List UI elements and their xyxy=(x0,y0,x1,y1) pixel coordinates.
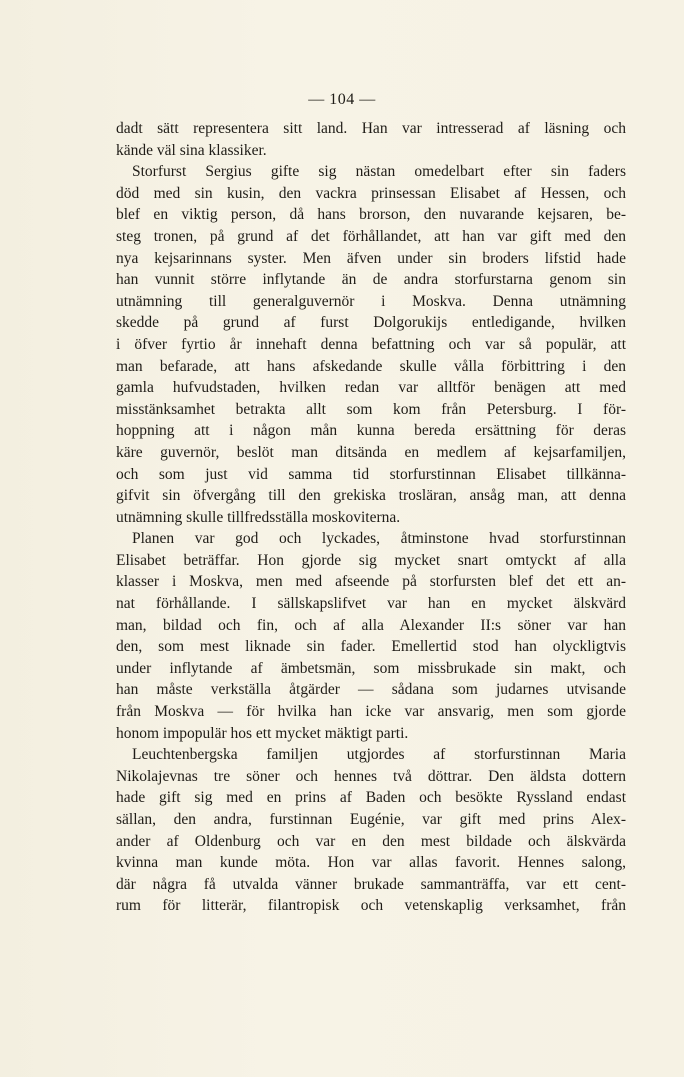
text-line: där några få utvalda vänner brukade sammanträffa, var ett cent- xyxy=(116,875,626,893)
text-line: dadt sätt representera sitt land. Han var intresserad af läsning och xyxy=(116,120,626,137)
text-line: och som just vid samma tid storfurstinnan Elisabet tillkänna- xyxy=(116,465,626,483)
text-line: sällan, den andra, furstinnan Eugénie, var gift med prins Alex- xyxy=(116,811,626,828)
text-line: skedde på grund af furst Dolgorukijs entledigande, hvilken xyxy=(116,314,626,332)
text-line: gamla hufvudstaden, hvilken redan var alltför benägen att med xyxy=(116,379,626,397)
body-text xyxy=(116,118,626,917)
text-line: under inflytande af ämbetsmän, som missbrukade sin makt, och xyxy=(116,659,626,677)
text-line: nat förhållande. I sällskapslifvet var han en mycket älskvärd xyxy=(116,595,626,613)
text-line: han vunnit större inflytande än de andra storfurstarna genom sin xyxy=(116,271,626,289)
text-line: Elisabet beträffar. Hon gjorde sig mycket snart omtyckt af alla xyxy=(116,551,626,569)
text-line: steg tronen, på grund af det förhållandet, att han var gift med den xyxy=(116,227,626,245)
page-number: — 104 — xyxy=(308,91,376,108)
text-line: honom impopulär hos ett mycket mäktigt parti. xyxy=(116,724,409,742)
text-line: man, bildad och fin, och af alla Alexander II:s söner var han xyxy=(116,616,626,634)
text-line: klasser i Moskva, men med afseende på storfursten blef det ett an- xyxy=(116,573,626,591)
text-line: han måste verkställa åtgärder — sådana som judarnes utvisande xyxy=(116,681,626,699)
text-line: i öfver fyrtio år innehaft denna befattning och var så populär, att xyxy=(116,335,626,353)
text-line: gifvit sin öfvergång till den grekiska trosläran, ansåg man, att denna xyxy=(116,487,626,505)
text-line: käre guvernör, beslöt man ditsända en medlem af kejsarfamiljen, xyxy=(116,443,626,461)
text-line: ander af Oldenburg och var en den mest bildade och älskvärda xyxy=(116,832,626,850)
text-line: hade gift sig med en prins af Baden och besökte Ryssland endast xyxy=(116,789,626,807)
text-line: misstänksamhet betrakta allt som kom från Petersburg. I för- xyxy=(116,400,626,418)
text-line: nya kejsarinnans syster. Men äfven under sin broders lifstid hade xyxy=(116,249,626,267)
text-line: blef en viktig person, då hans brorson, den nuvarande kejsaren, be- xyxy=(116,206,626,224)
text-line: från Moskva — för hvilka han icke var ansvarig, men som gjorde xyxy=(116,703,626,721)
text-line: hoppning att i någon mån kunna bereda ersättning för deras xyxy=(116,422,626,440)
text-line: kände väl sina klassiker. xyxy=(116,141,267,159)
text-line: Storfurst Sergius gifte sig nästan omedelbart efter sin faders xyxy=(132,163,626,181)
text-line: död med sin kusin, den vackra prinsessan Elisabet af Hessen, och xyxy=(116,184,626,202)
text-line: utnämning skulle tillfredsställa moskoviterna. xyxy=(116,508,401,526)
text-line: rum för litterär, filantropisk och vetenskaplig verksamhet, från xyxy=(116,897,626,915)
text-line: den, som mest liknade sin fader. Emellertid stod han olyckligtvis xyxy=(116,638,626,656)
text-line: kvinna man kunde möta. Hon var allas favorit. Hennes salong, xyxy=(116,854,626,872)
text-line: man befarade, att hans afskedande skulle vålla förbittring i den xyxy=(116,357,626,375)
text-line: utnämning till generalguvernör i Moskva. Denna utnämning xyxy=(116,292,626,310)
text-line: Planen var god och lyckades, åtminstone hvad storfurstinnan xyxy=(132,530,626,548)
text-line: Leuchtenbergska familjen utgjordes af storfurstinnan Maria xyxy=(132,746,626,764)
text-line: Nikolajevnas tre söner och hennes två döttrar. Den äldsta dottern xyxy=(116,767,626,785)
